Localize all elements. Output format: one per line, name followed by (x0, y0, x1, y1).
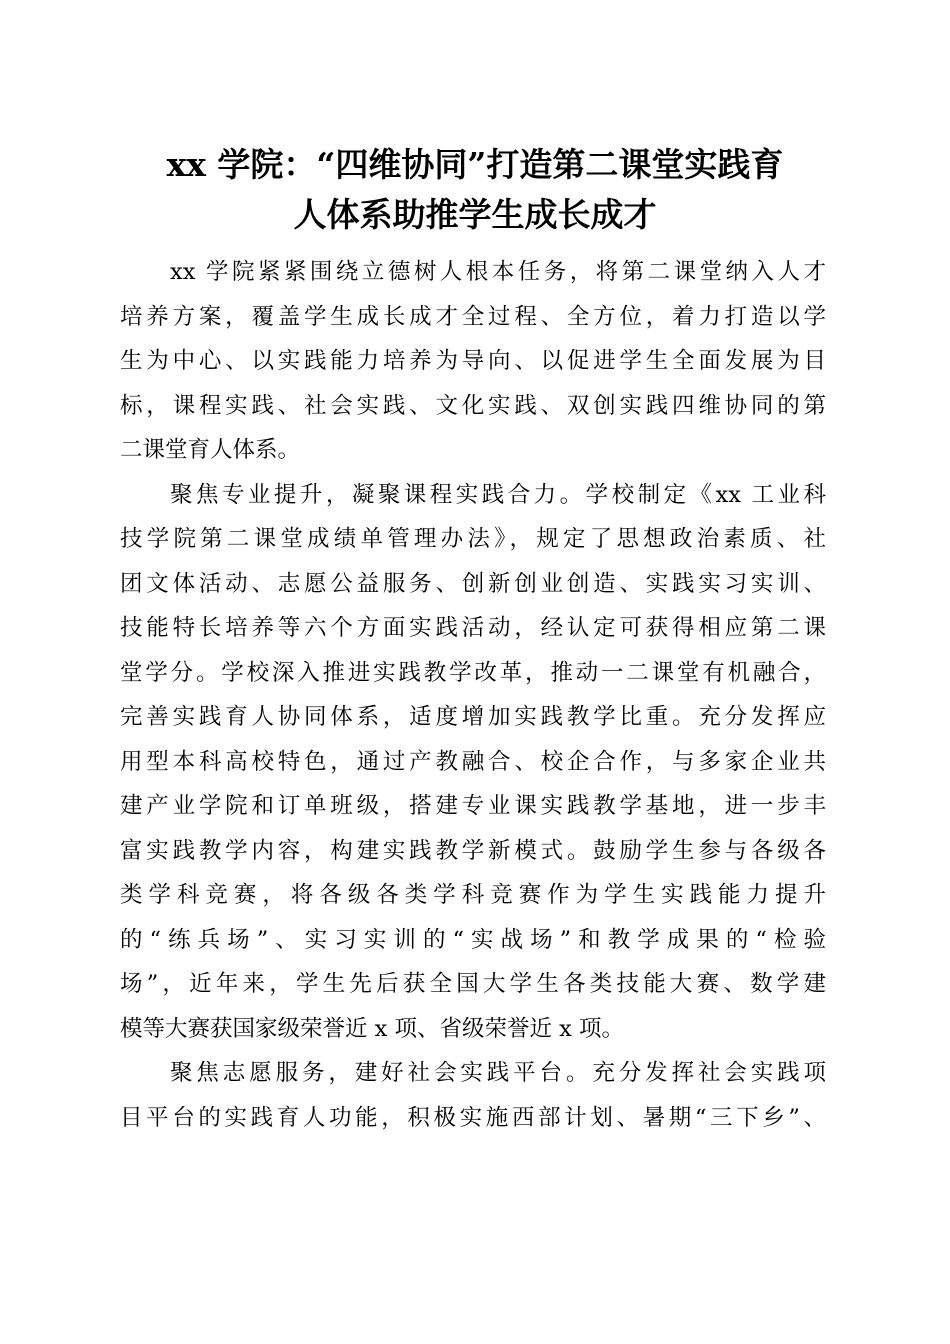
paragraph-social-practice (120, 1051, 826, 1140)
text-line: 建产业学院和订单班级，搭建专业课实践教学基地，进一步丰 (120, 793, 826, 819)
text-line: 培养方案，覆盖学生成长成才全过程、全方位，着力打造以学 (120, 303, 826, 330)
title-line-2: 人体系助推学生成长成才 (293, 195, 657, 234)
text-line: 标，课程实践、社会实践、文化实践、双创实践四维协同的第 (120, 392, 826, 419)
text-line: 富实践教学内容，构建实践教学新模式。鼓励学生参与各级各 (120, 837, 826, 864)
text-line: 目平台的实践育人功能，积极实施西部计划、暑期“三下乡”、 (120, 1104, 826, 1131)
text-line: 聚焦专业提升，凝聚课程实践合力。学校制定《xx 工业科 (170, 481, 826, 508)
document-title (120, 140, 830, 240)
text-line: 聚焦志愿服务，建好社会实践平台。充分发挥社会实践项 (170, 1060, 826, 1086)
text-line: 场”，近年来，学生先后获全国大学生各类技能大赛、数学建 (120, 971, 826, 997)
text-line: 的“练兵场”、实习实训的“实战场”和教学成果的“检验 (120, 926, 826, 953)
text-line: 类学科竞赛，将各级各类学科竞赛作为学生实践能力提升 (120, 882, 826, 908)
text-line: 技能特长培养等六个方面实践活动，经认定可获得相应第二课 (120, 615, 826, 641)
text-line: 技学院第二课堂成绩单管理办法》，规定了思想政治素质、社 (120, 526, 826, 552)
text-line: 团文体活动、志愿公益服务、创新创业创造、实践实习实训、 (120, 570, 826, 597)
text-line: 模等大赛获国家级荣誉近 x 项、省级荣誉近 x 项。 (120, 1015, 624, 1042)
text-line: 二课堂育人体系。 (120, 437, 301, 463)
text-line: 生为中心、以实践能力培养为导向、以促进学生全面发展为目 (120, 348, 826, 374)
text-line: 完善实践育人协同体系，适度增加实践教学比重。充分发挥应 (120, 704, 826, 730)
text-line: xx 学院紧紧围绕立德树人根本任务，将第二课堂纳入人才 (170, 259, 826, 285)
text-line: 堂学分。学校深入推进实践教学改革，推动一二课堂有机融合， (120, 659, 826, 686)
text-line: 用型本科高校特色，通过产教融合、校企合作，与多家企业共 (120, 748, 826, 775)
document-body (120, 250, 826, 1140)
paragraph-intro (120, 250, 826, 473)
paragraph-course-practice (120, 473, 826, 1052)
title-line-1: xx 学院：“四维协同”打造第二课堂实践育 (166, 145, 784, 184)
